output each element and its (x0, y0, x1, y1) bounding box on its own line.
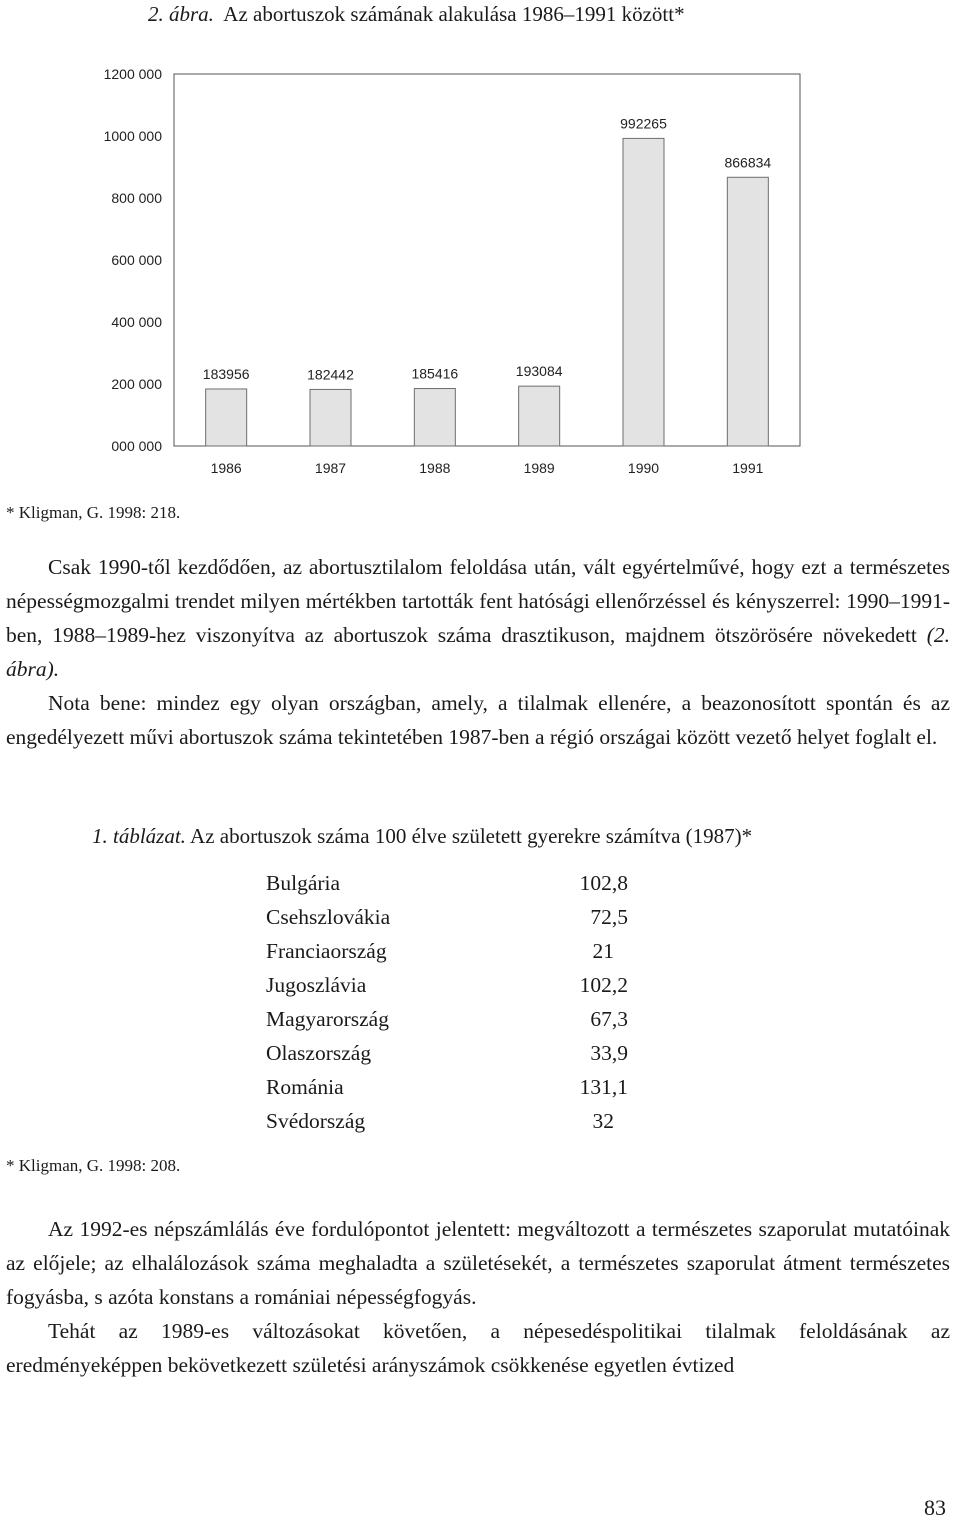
data-label: 183956 (202, 365, 250, 382)
paragraph-3: Az 1992-es népszámlálás éve fordulópontot jelentett: megváltozott a természetes szaporulat mutatóinak az előjele; az elhalálozások száma meghaladta a születésekét, a természetes szaporulat átment természetes fogyásba, s azóta konstans a romániai népességfogyás. (6, 1217, 950, 1309)
x-tick-label: 1986 (210, 460, 242, 476)
figure-title-text: Az abortuszok számának alakulása 1986–1991 között* (223, 2, 685, 26)
x-tick-label: 1987 (314, 460, 347, 476)
paragraph-4: Tehát az 1989-es változásokat követően, a népesedéspolitikai tilalmak feloldásának az eredményeképpen bekövetkezett születési arányszámok csökkenése egyetlen évtized (6, 1319, 950, 1377)
country-cell: Svédország (266, 1109, 366, 1133)
table-row (266, 934, 628, 968)
y-tick-label: 200 000 (111, 376, 162, 392)
y-tick-label: 000 000 (111, 438, 162, 454)
x-tick-label: 1988 (419, 460, 451, 476)
data-label: 182442 (307, 366, 354, 383)
bar-1988 (414, 389, 455, 446)
y-tick-label: 1200 000 (103, 66, 162, 82)
table-row (266, 1002, 628, 1036)
abortion-rate-table (266, 866, 628, 1138)
figure-source: * Kligman, G. 1998: 218. (6, 503, 181, 522)
body-text-2 (6, 1212, 950, 1382)
x-axis-labels-group (211, 460, 764, 476)
bar-1991 (727, 177, 768, 446)
value-labels-group (203, 115, 772, 382)
country-cell: Románia (266, 1075, 344, 1099)
country-cell: Jugoszlávia (266, 973, 367, 997)
table-title (92, 824, 752, 849)
paragraph-1-text: Csak 1990-től kezdődően, az abortusztilalom feloldása után, vált egyértelművé, hogy ezt a természetes népességmozgalmi trendet milyen mértékben tartották fent hatósági ellenőrzéssel és kényszerrel: 1990–1991-ben, 1988–1989-hez viszonyítva az abortuszok száma drasztikuson, majdnem ötszörösére növekedett (6, 555, 950, 647)
body-text-1 (6, 550, 950, 754)
paragraph-2: Nota bene: mindez egy olyan országban, amely, a tilalmak ellenére, a beazonosított spontán és az engedélyezett művi abortuszok száma tekintetében 1987-ben a régió országai között vezető helyet foglalt el. (6, 691, 950, 749)
bar-1990 (623, 138, 664, 446)
paragraph-1 (6, 550, 950, 686)
data-label: 866834 (724, 154, 772, 171)
data-label: 193084 (515, 363, 563, 380)
country-cell: Magyarország (266, 1007, 389, 1031)
value-cell: 33,9 (590, 1041, 628, 1065)
value-cell: 72,5 (590, 905, 628, 929)
value-cell: 131,1 (579, 1075, 628, 1099)
table-row (266, 1070, 628, 1104)
bar-chart (0, 0, 960, 500)
y-tick-label: 400 000 (111, 314, 162, 330)
bar-1986 (206, 389, 247, 446)
table-row (266, 968, 628, 1002)
value-cell: 21 (592, 939, 614, 963)
x-tick-label: 1989 (523, 460, 555, 476)
country-cell: Olaszország (266, 1041, 372, 1065)
bars-group (206, 138, 772, 446)
y-tick-label: 800 000 (111, 190, 162, 206)
country-cell: Bulgária (266, 871, 341, 895)
plot-frame (174, 74, 800, 446)
table-row (266, 1036, 628, 1070)
value-cell: 32 (592, 1109, 614, 1133)
table-row (266, 866, 628, 900)
bar-1987 (310, 389, 351, 446)
y-tick-label: 600 000 (111, 252, 162, 268)
figure-label: 2. ábra. (148, 2, 214, 26)
table-row (266, 900, 628, 934)
value-cell: 102,8 (579, 871, 628, 895)
table-source: * Kligman, G. 1998: 208. (6, 1156, 181, 1175)
x-tick-label: 1991 (732, 460, 764, 476)
data-label: 185416 (411, 365, 459, 382)
page-number: 83 (924, 1495, 946, 1520)
table-title-text: Az abortuszok száma 100 élve született gyerekre számítva (1987)* (190, 824, 753, 848)
value-cell: 102,2 (579, 973, 628, 997)
bar-1989 (519, 386, 560, 446)
figure-reference: (2. ábra). (6, 623, 951, 681)
country-cell: Franciaország (266, 939, 387, 963)
table-label: 1. táblázat. (92, 824, 186, 848)
data-label: 992265 (620, 115, 667, 132)
y-tick-label: 1000 000 (103, 128, 162, 144)
x-tick-label: 1990 (627, 460, 660, 476)
value-cell: 67,3 (590, 1007, 628, 1031)
country-cell: Csehszlovákia (266, 905, 391, 929)
table-row (266, 1104, 628, 1138)
y-axis-ticks (104, 66, 163, 454)
